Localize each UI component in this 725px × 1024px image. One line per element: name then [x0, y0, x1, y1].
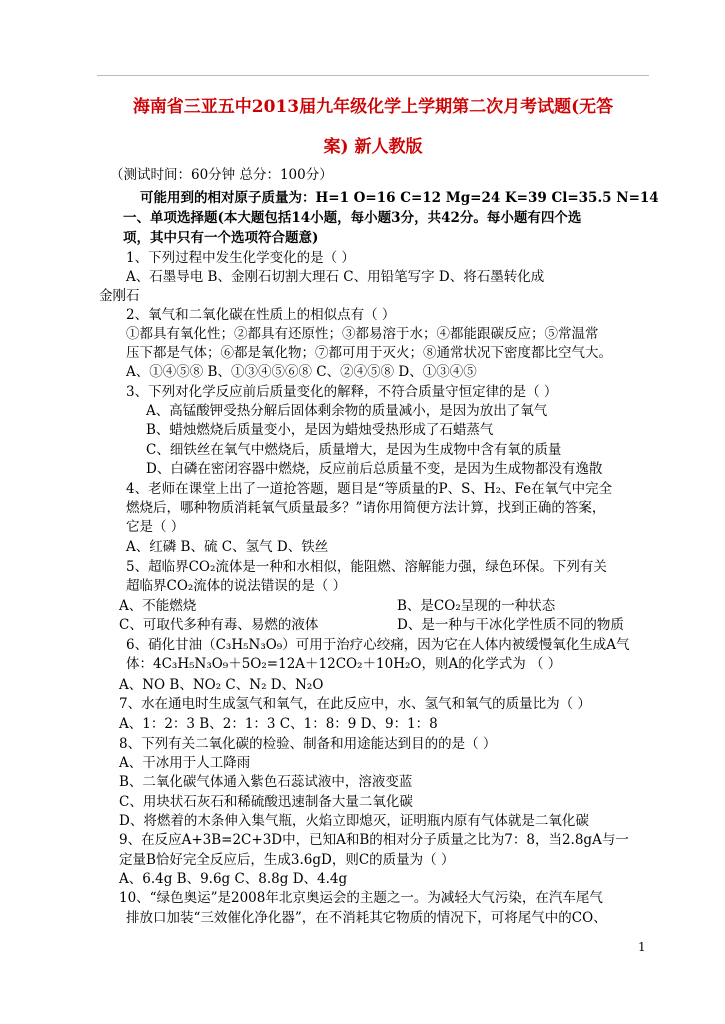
question-5-option-b: B、是CO₂呈现的一种状态: [397, 598, 556, 614]
question-3-option-c: C、细铁丝在氧气中燃烧后，质量增大，是因为生成物中含有氧的质量: [146, 442, 562, 458]
header-rule: [97, 75, 649, 76]
question-6-options: A、NO B、NO₂ C、N₂ D、N₂O: [119, 677, 324, 693]
question-2-statements-2: 压下都是气体；⑥都是氧化物；⑦都可用于灭火；⑧通常状况下密度都比空气大。: [126, 345, 612, 361]
question-3: 3、下列对化学反应前后质量变化的解释，不符合质量守恒定律的是（ ）: [126, 384, 558, 400]
test-time-score: （测试时间：60分钟 总分：100分）: [110, 167, 333, 183]
page-number: 1: [638, 940, 646, 954]
question-8: 8、下列有关二氧化碳的检验、制备和用途能达到目的的是（ ）: [119, 736, 497, 752]
page-title-line2: 案) 新人教版: [323, 137, 423, 157]
question-7-options: A、1：2：3 B、2：1：3 C、1：8：9 D、9：1：8: [119, 716, 438, 732]
question-4-cont-2: 它是（ ）: [126, 519, 185, 535]
question-3-option-a: A、高锰酸钾受热分解后固体剩余物的质量减小，是因为放出了氧气: [146, 403, 548, 419]
question-1-options: A、石墨导电 B、金刚石切割大理石 C、用铅笔写字 D、将石墨转化成: [126, 269, 545, 285]
question-4-options: A、红磷 B、硫 C、氢气 D、铁丝: [126, 539, 329, 555]
question-2: 2、氧气和二氧化碳在性质上的相似点有（ ）: [126, 307, 396, 323]
question-9-options: A、6.4g B、9.6g C、8.8g D、4.4g: [119, 871, 348, 887]
question-9-cont: 定量B恰好完全反应后，生成3.6gD，则C的质量为（ ）: [119, 852, 455, 868]
question-3-option-d: D、白磷在密闭容器中燃烧，反应前后总质量不变，是因为生成物都没有逸散: [146, 461, 603, 477]
question-9: 9、在反应A+3B=2C+3D中，已知A和B的相对分子质量之比为7：8，当2.8gA与一: [119, 832, 629, 848]
question-10: 10、“绿色奥运”是2008年北京奥运会的主题之一。为减轻大气污染，在汽车尾气: [119, 890, 603, 906]
question-5: 5、超临界CO₂流体是一种和水相似，能阻燃、溶解能力强，绿色环保。下列有关: [126, 559, 607, 575]
question-1-options-cont: 金刚石: [99, 288, 140, 304]
page-title-line1: 海南省三亚五中2013届九年级化学上学期第二次月考试题(无答: [132, 97, 614, 117]
question-5-option-c: C、可取代多种有毒、易燃的液体: [119, 617, 319, 633]
question-10-cont: 排放口加装“三效催化净化器”，在不消耗其它物质的情况下，可将尾气中的CO、: [126, 910, 607, 926]
section-heading-line2: 项，其中只有一个选项符合题意): [123, 230, 319, 246]
question-6: 6、硝化甘油（C₃H₅N₃O₉）可用于治疗心绞痛，因为它在人体内被缓慢氧化生成A气: [126, 637, 630, 653]
question-6-equation: 体：4C₃H₅N₃O₉＋5O₂=12A＋12CO₂＋10H₂O，则A的化学式为 （ ）: [126, 656, 562, 672]
question-5-option-a: A、不能燃烧: [119, 598, 197, 614]
question-7: 7、水在通电时生成氢气和氧气，在此反应中，水、氢气和氧气的质量比为（ ）: [119, 696, 591, 712]
question-8-option-d: D、将燃着的木条伸入集气瓶，火焰立即熄灭，证明瓶内原有气体就是二氧化碳: [119, 813, 589, 829]
question-8-option-a: A、干冰用于人工降雨: [119, 755, 251, 771]
question-5-cont: 超临界CO₂流体的说法错误的是（ ）: [126, 578, 347, 594]
question-2-statements-1: ①都具有氧化性；②都具有还原性；③都易溶于水；④都能跟碳反应；⑤常温常: [126, 326, 599, 342]
question-4-cont: 燃烧后，哪种物质消耗氧气质量最多？”请你用简便方法计算，找到正确的答案，: [126, 500, 606, 516]
question-8-option-c: C、用块状石灰石和稀硫酸迅速制备大量二氧化碳: [119, 794, 413, 810]
question-4: 4、老师在课堂上出了一道抢答题，题目是“等质量的P、S、H₂、Fe在氧气中完全: [126, 481, 613, 497]
question-5-option-d: D、是一种与干冰化学性质不同的物质: [397, 617, 624, 633]
section-heading-line1: 一、单项选择题(本大题包括14小题，每小题3分，共42分。每小题有四个选: [123, 210, 582, 226]
question-1: 1、下列过程中发生化学变化的是（ ）: [126, 250, 355, 266]
question-3-option-b: B、蜡烛燃烧后质量变小，是因为蜡烛受热形成了石蜡蒸气: [146, 422, 494, 438]
atomic-masses: 可能用到的相对原子质量为：H=1 O=16 C=12 Mg=24 K=39 Cl=35.5 N=14: [140, 190, 659, 206]
question-2-options: A、①④⑤⑧ B、①③④⑤⑥⑧ C、②④⑤⑧ D、①③④⑤: [126, 364, 477, 380]
question-8-option-b: B、二氧化碳气体通入紫色石蕊试液中，溶液变蓝: [119, 774, 413, 790]
